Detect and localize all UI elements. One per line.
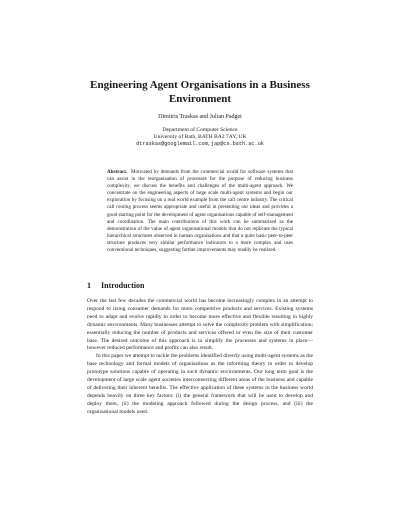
- section-heading-introduction: [87, 281, 144, 291]
- section-title: Introduction: [101, 281, 145, 290]
- abstract-label: Abstract.: [107, 169, 128, 175]
- introduction-body: [87, 298, 313, 417]
- paper-title: Engineering Agent Organisations in a Business Environment: [90, 79, 310, 105]
- abstract-text: Motivated by demands from the commercial world for software systems that can assist in the reorganisation of processes for the purpose of reducing business complexity, we discuss the benefits and challenges of the multi-agent approach. We concentrate on the engineering aspects of large scale multi-agent systems and begin our exploration by focusing on a real world example from the call centre industry. The critical call routing process seems appropriate and useful in presenting our ideas and provides a good starting point for the development of agent organisations capable of self-management and coordination. The main contributions of this work can be summarised as the demonstration of the value of agent organisational models that do not replicate the typical hierarchical structures observed in human organisations and that a quite basic peer-to-peer structure produces very similar performance indicators to a more complex and uses conventional techniques, suggesting further improvements may readily be realized.: [107, 169, 294, 254]
- paragraph: In this paper we attempt to tackle the problems identified directly using multi-agent systems as the base technology and formal models of organisations as the informing theory in order to develop prototype solutions capable of operating in such dynamic environments. Our long term goal is the development of large scale agent societies interconnecting different areas of the business and capable of delivering their inherent benefits. The effective application of these systems in the business world depends heavily on three key factors: (i) the general framework that will be used to develop and deploy them, (ii) the modeling approach followed during the design process, and (iii) the organisational models used.: [87, 353, 313, 415]
- affiliation-department: Department of Computer Science: [162, 127, 238, 133]
- affiliation-email: dtraskas@googlemail.com,jap@cs.bath.ac.uk: [136, 141, 264, 147]
- section-number: 1: [87, 281, 91, 290]
- paragraph: Over the last few decades the commercial world has become increasingly complex in an attempt to respond to rising consumer demands for more competitive products and services. Existing systems need to adapt and evolve rapidly in order to become more effective and flexible resulting in highly dynamic environments. Many businesses attempt to solve the complexity problem with simplification; essentially reducing the number of products and services offered or even the size of their customer base. The desired outcome of this approach is to simplify the processes and systems in place—however reduced performance and profits can also result.: [87, 298, 313, 352]
- affiliation-university: University of Bath, BATH BA2 7AY, UK: [153, 134, 247, 140]
- author-affiliation: [60, 127, 340, 148]
- paper-authors: Dimitris Traskas and Julian Padget: [158, 114, 242, 120]
- abstract: [107, 169, 293, 254]
